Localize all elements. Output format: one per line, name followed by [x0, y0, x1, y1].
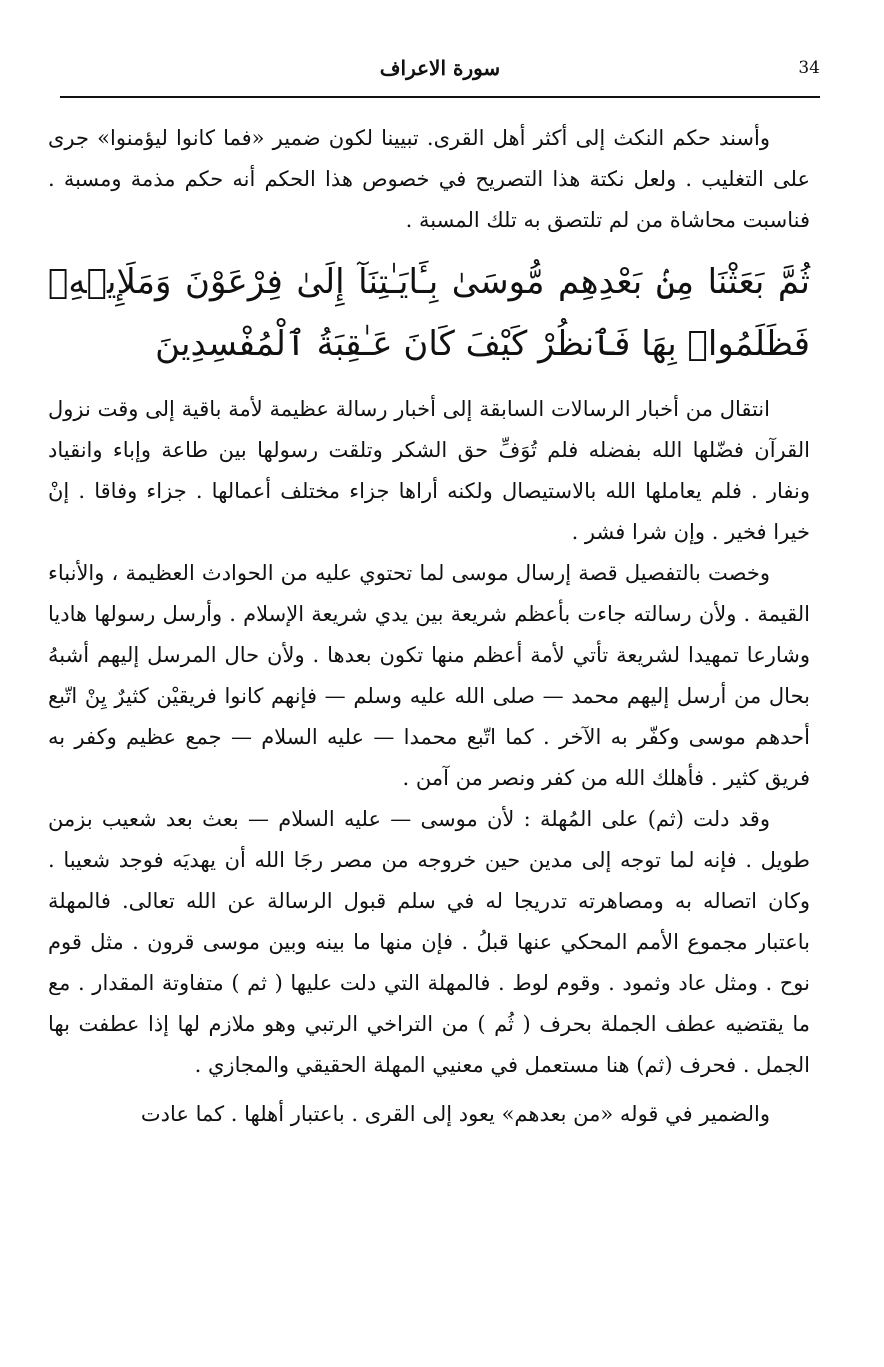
- commentary-paragraph-4: والضمير في قوله «من بعدهم» يعود إلى القرى . باعتبار أهلها . كما عادت: [140, 1102, 770, 1126]
- header-rule: [60, 96, 820, 98]
- surah-title: سورة الاعراف: [379, 56, 501, 80]
- intro-paragraph: وأسند حكم النكث إلى أكثر أهل القرى. تبيينا لكون ضمير «فما كانوا ليؤمنوا» جرى على التغليب . ولعل نكتة هذا التصريح في خصوص هذا الحكم أنه حكم مذمة ومسبة . فناسبت محاشاة من لم تلتصق به تلك المسبة .: [48, 126, 810, 232]
- commentary-paragraph-2: وخصت بالتفصيل قصة إرسال موسى لما تحتوي عليه من الحوادث العظيمة ، والأنباء القيمة . ولأن رسالته جاءت بأعظم شريعة بين يدي شريعة الإسلام . وأرسل رسولها هاديا وشارعا تمهيدا لشريعة تأتي لأمة أعظم منها تكون بعدها . ولأن حال المرسل إليهم أشبهُ بحال من أرسل إليهم محمد — صلى الله عليه وسلم — فإنهم كانوا فريقيْن كثيرٌ يِنْ اتّبع أحدهم موسى وكفّر به الآخر . كما اتّبع محمدا — عليه السلام — جمع عظيم وكفر به فريق كثير . فأهلك الله من كفر ونصر من آمن .: [48, 561, 810, 790]
- page-header: [60, 52, 820, 92]
- quran-verse: ثُمَّ بَعَثْنَا مِنۢ بَعْدِهِم مُّوسَىٰ بِـَٔايَـٰتِنَآ إِلَىٰ فِرْعَوْنَ وَمَلَإِي۟هِۦ فَظَلَمُوا۟ بِهَا فَٱنظُرْ كَيْفَ كَانَ عَـٰقِبَةُ ٱلْمُفْسِدِينَ: [48, 262, 810, 364]
- page-number: 34: [798, 58, 820, 78]
- page-body: [48, 118, 810, 1135]
- commentary-paragraph-3: وقد دلت (ثم) على المُهلة : لأن موسى — عليه السلام — بعث بعد شعيب بزمن طويل . فإنه لما توجه إلى مدين حين خروجه من مصر رجَا الله أن يهديَه فوجد شعيبا . وكان اتصاله به ومصاهرته تدريجا له في سلم قبول الرسالة عن الله تعالى. فالمهلة باعتبار مجموع الأمم المحكي عنها قبلُ . فإن منها ما بينه وبين موسى قرون . مثل قوم نوح . ومثل عاد وثمود . وقوم لوط . فالمهلة التي دلت عليها ( ثم ) متفاوتة المقدار . مع ما يقتضيه عطف الجملة بحرف ( ثُم ) من التراخي الرتبي وهو ملازم لها إذا عطفت بها الجمل . فحرف (ثم) هنا مستعمل في معنيي المهلة الحقيقي والمجازي .: [48, 807, 811, 1077]
- commentary-paragraph-1: انتقال من أخبار الرسالات السابقة إلى أخبار رسالة عظيمة لأمة باقية إلى وقت نزول القرآن فضّلها الله بفضله فلم تُوَفِّ حق الشكر وتلقت رسولها بين طاعة وإباء وانقياد ونفار . فلم يعاملها الله بالاستيصال ولكنه أراها جزاء مختلف أعمالها . جزاء وفاقا . إنْ خيرا فخير . وإن شرا فشر .: [48, 397, 810, 544]
